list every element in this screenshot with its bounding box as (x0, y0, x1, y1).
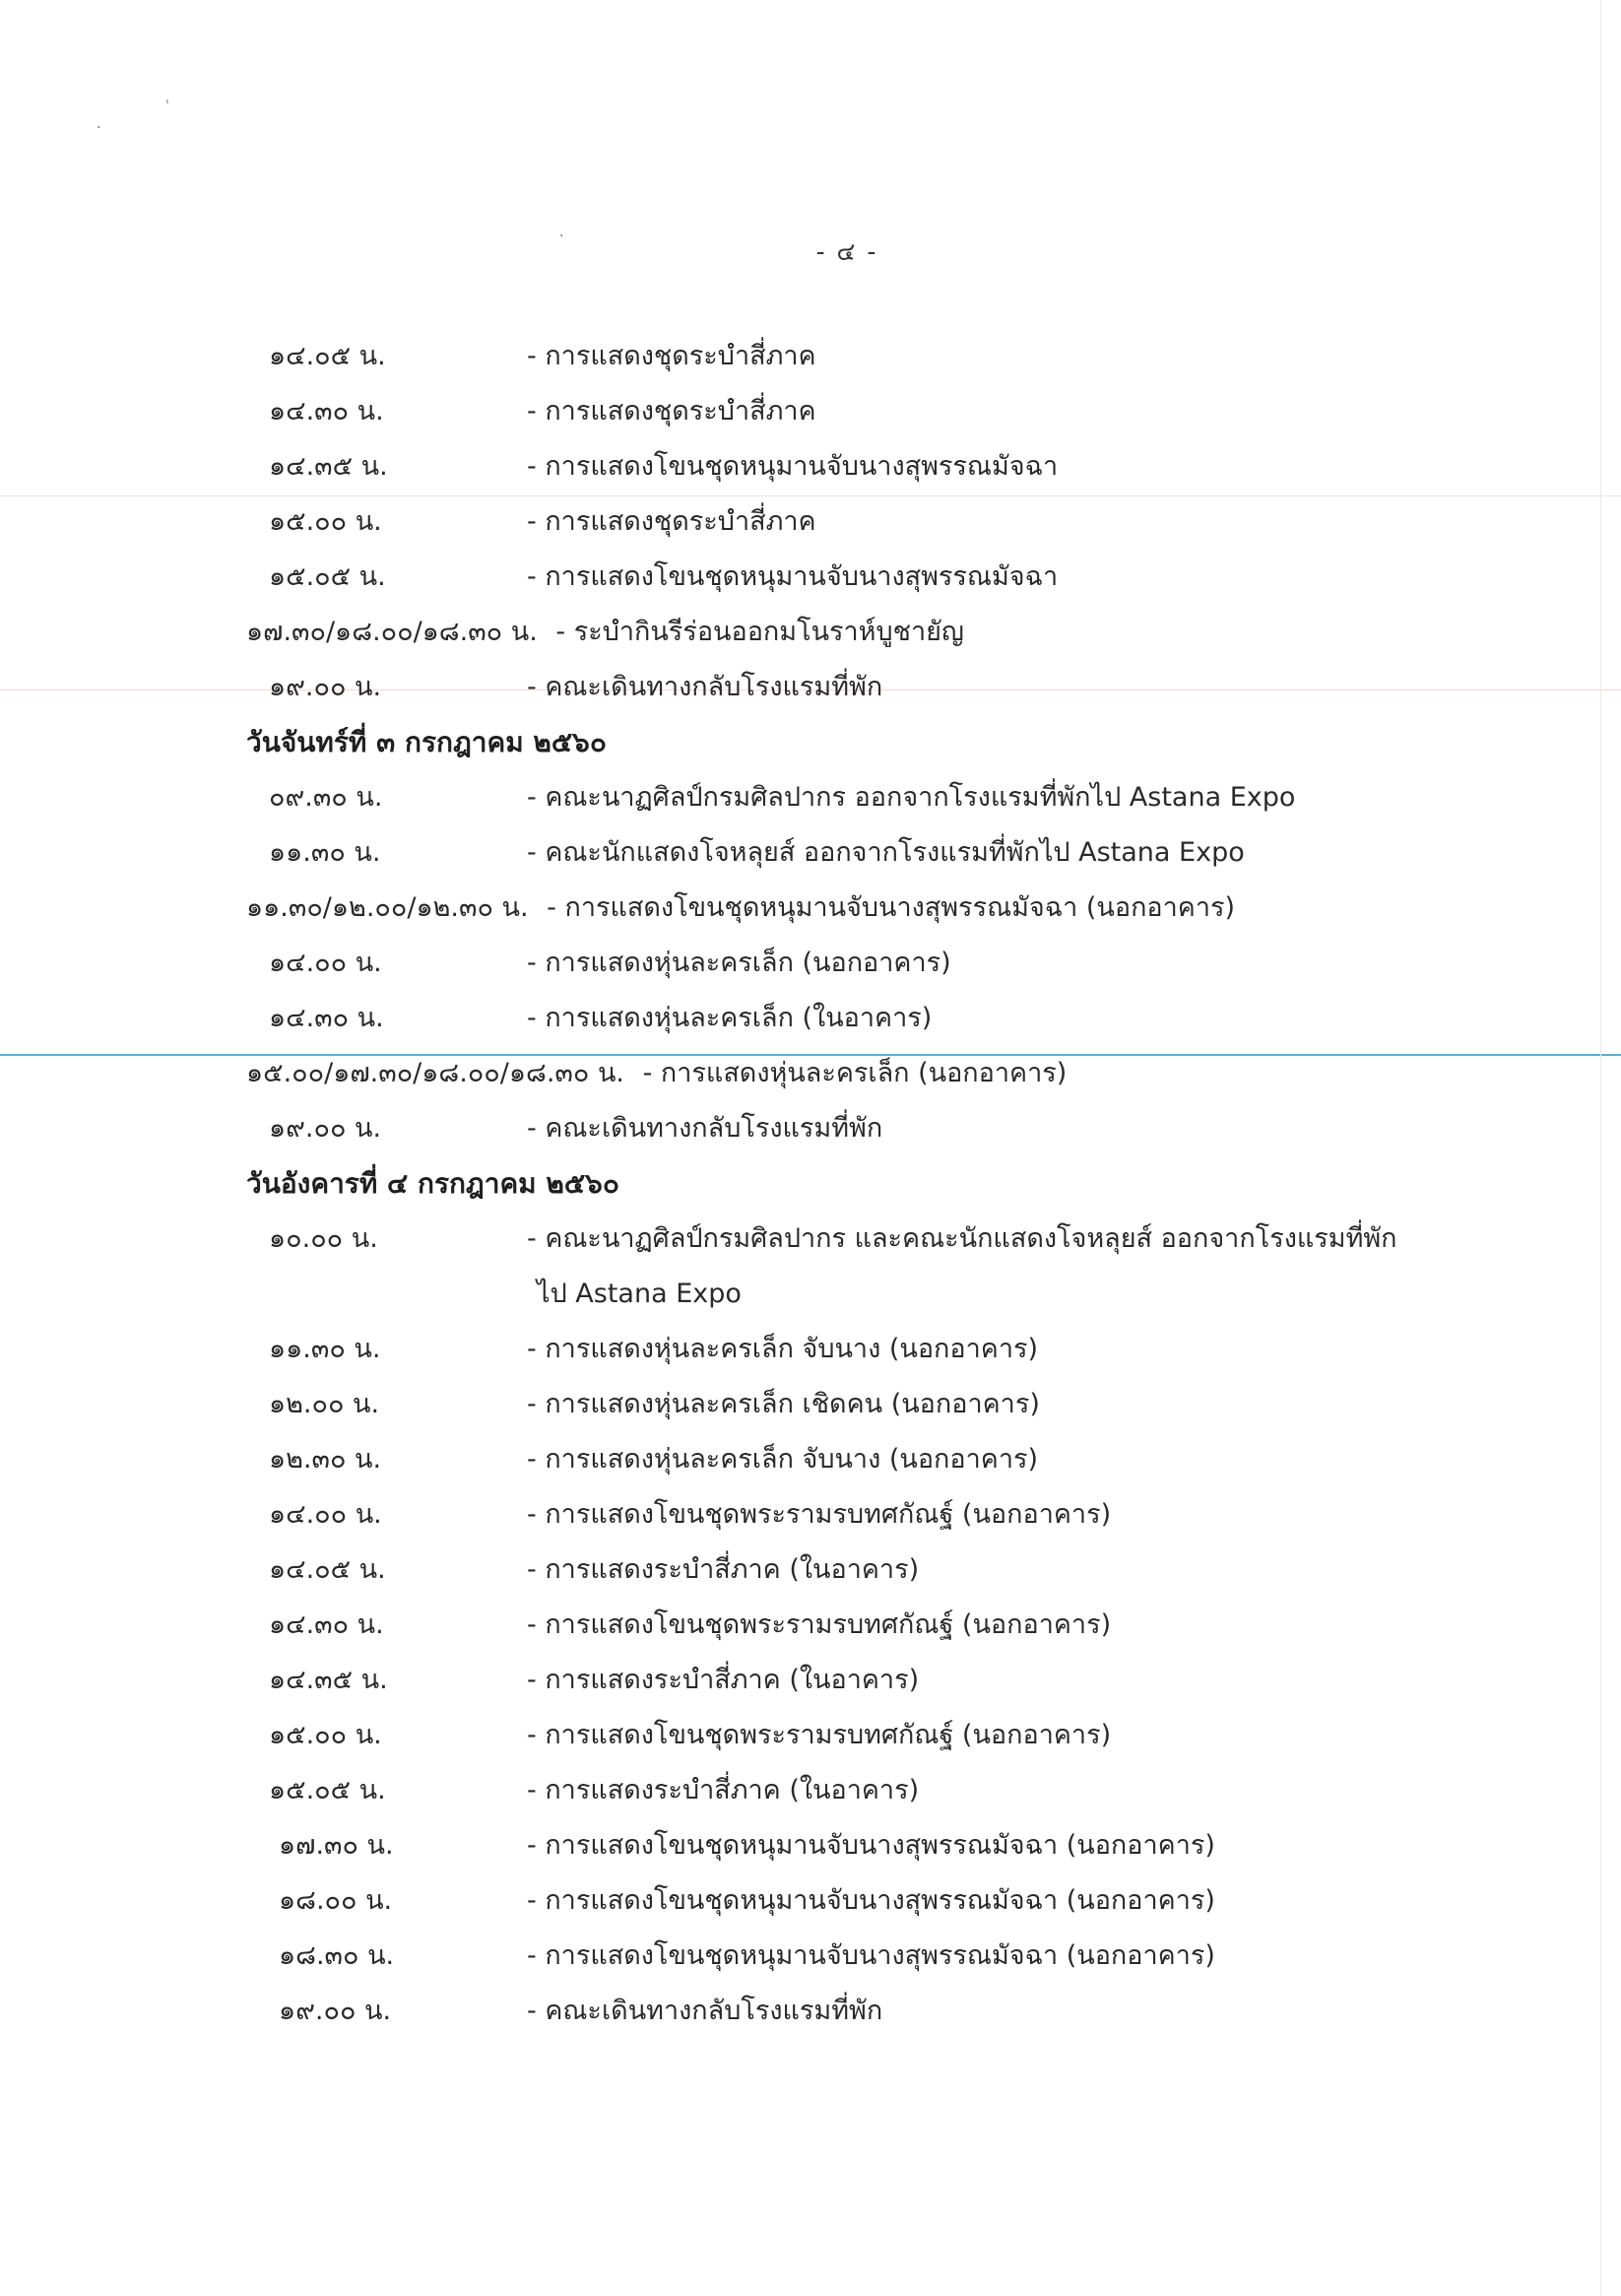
scan-speck: · (559, 229, 564, 244)
schedule-row (246, 439, 1428, 494)
day-heading: วันจันทร์ที่ ๓ กรกฎาคม ๒๕๖๐ (246, 726, 607, 758)
schedule-time: ๑๙.๐๐ น. (279, 1996, 392, 2026)
schedule-description: - การแสดงชุดระบำสี่ภาค (527, 341, 816, 371)
schedule-row (246, 1929, 1428, 1984)
page-edge (1600, 0, 1601, 2296)
day-heading: วันอังคารที่ ๔ กรกฎาคม ๒๕๖๐ (246, 1167, 619, 1200)
schedule-row (246, 605, 1428, 660)
schedule-description: - การแสดงโขนชุดหนุมานจับนางสุพรรณมัจฉา (นอกอาคาร) (527, 1885, 1215, 1916)
schedule-description: - การแสดงชุดระบำสี่ภาค (527, 396, 816, 426)
schedule-time: ๑๔.๐๐ น. (269, 1499, 382, 1530)
schedule-time: ๑๑.๓๐ น. (269, 1334, 381, 1364)
schedule-row (246, 825, 1428, 881)
schedule-description: - การแสดงโขนชุดพระรามรบทศกัณฐ์ (นอกอาคาร) (527, 1609, 1112, 1640)
schedule-description: - คณะนาฏศิลป์กรมศิลปากร ออกจากโรงแรมที่พักไป Astana Expo (527, 782, 1296, 813)
schedule-row (246, 1653, 1428, 1708)
schedule-time: ๑๙.๐๐ น. (269, 672, 382, 702)
page-number: - ๔ - (815, 237, 878, 266)
schedule-time: ๑๕.๐๐ น. (269, 506, 382, 537)
schedule (246, 329, 1428, 2039)
schedule-row (246, 1984, 1428, 2039)
schedule-time: ๑๗.๓๐ น. (279, 1830, 394, 1861)
scan-speck: · (97, 120, 101, 136)
schedule-row (246, 1542, 1428, 1598)
schedule-description: - การแสดงหุ่นละครเล็ก จับนาง (นอกอาคาร) (527, 1444, 1039, 1475)
schedule-time: ๑๕.๐๐ น. (269, 1720, 382, 1750)
schedule-description: - การแสดงหุ่นละครเล็ก (นอกอาคาร) (642, 1058, 1068, 1088)
schedule-row (246, 1598, 1428, 1653)
schedule-description: - การแสดงชุดระบำสี่ภาค (527, 506, 816, 537)
schedule-row (246, 329, 1428, 384)
schedule-time: ๑๑.๓๐/๑๒.๐๐/๑๒.๓๐ น. (246, 892, 529, 923)
schedule-row (246, 770, 1428, 825)
schedule-description: - การแสดงโขนชุดหนุมานจับนางสุพรรณมัจฉา (นอกอาคาร) (547, 892, 1236, 923)
schedule-row (246, 991, 1428, 1046)
schedule-time: ๑๒.๓๐ น. (269, 1444, 382, 1475)
schedule-time: ๑๕.๐๐/๑๗.๓๐/๑๘.๐๐/๑๘.๓๐ น. (246, 1058, 624, 1088)
schedule-description: - การแสดงโขนชุดพระรามรบทศกัณฐ์ (นอกอาคาร) (527, 1720, 1112, 1750)
schedule-description: - การแสดงโขนชุดหนุมานจับนางสุพรรณมัจฉา (527, 561, 1059, 592)
schedule-description: - ระบำกินรีร่อนออกมโนราห์บูชายัญ (555, 617, 964, 647)
schedule-description: - การแสดงโขนชุดหนุมานจับนางสุพรรณมัจฉา (นอกอาคาร) (527, 1940, 1215, 1971)
schedule-description: - คณะนักแสดงโจหลุยส์ ออกจากโรงแรมที่พักไป Astana Expo (527, 837, 1245, 868)
schedule-row (246, 1873, 1428, 1929)
schedule-row (246, 550, 1428, 605)
schedule-time: ๑๗.๓๐/๑๘.๐๐/๑๘.๓๐ น. (246, 617, 538, 647)
schedule-time: ๑๕.๐๕ น. (269, 1775, 386, 1805)
schedule-row (246, 1708, 1428, 1763)
schedule-time: ๑๔.๓๕ น. (269, 1665, 388, 1695)
schedule-row (246, 1046, 1428, 1101)
schedule-description: - การแสดงโขนชุดหนุมานจับนางสุพรรณมัจฉา (นอกอาคาร) (527, 1830, 1215, 1861)
schedule-row (246, 1432, 1428, 1487)
schedule-time: ๑๔.๓๐ น. (269, 1003, 384, 1033)
schedule-time: ๑๘.๐๐ น. (279, 1885, 393, 1916)
schedule-time: ๑๕.๐๕ น. (269, 561, 386, 592)
schedule-description: - คณะเดินทางกลับโรงแรมที่พัก (527, 1996, 883, 2026)
schedule-row (246, 1101, 1428, 1156)
schedule-row (246, 881, 1428, 936)
schedule-time: ๑๔.๐๕ น. (269, 341, 386, 371)
schedule-time: ๑๔.๓๐ น. (269, 396, 384, 426)
schedule-row-continuation (246, 1267, 1428, 1322)
schedule-description: - การแสดงหุ่นละครเล็ก (นอกอาคาร) (527, 948, 951, 978)
schedule-row (246, 660, 1428, 715)
schedule-time: ๑๐.๐๐ น. (269, 1223, 378, 1254)
schedule-time: ๑๑.๓๐ น. (269, 837, 381, 868)
schedule-row (246, 1763, 1428, 1818)
schedule-row (246, 494, 1428, 550)
schedule-description: - การแสดงหุ่นละครเล็ก เชิดคน (นอกอาคาร) (527, 1389, 1040, 1419)
schedule-row (246, 1818, 1428, 1873)
schedule-description: - การแสดงระบำสี่ภาค (ในอาคาร) (527, 1775, 920, 1805)
schedule-description: - คณะเดินทางกลับโรงแรมที่พัก (527, 672, 883, 702)
schedule-row (246, 1377, 1428, 1432)
schedule-description: - การแสดงระบำสี่ภาค (ในอาคาร) (527, 1665, 920, 1695)
scan-speck: ˈ (165, 98, 169, 114)
schedule-description: - การแสดงโขนชุดพระรามรบทศกัณฐ์ (นอกอาคาร) (527, 1499, 1112, 1530)
schedule-time: ๑๔.๓๐ น. (269, 1609, 384, 1640)
schedule-description: - การแสดงหุ่นละครเล็ก จับนาง (นอกอาคาร) (527, 1334, 1039, 1364)
schedule-time: ๐๙.๓๐ น. (269, 782, 383, 813)
schedule-time: ๑๔.๓๕ น. (269, 451, 388, 482)
schedule-description: - คณะนาฏศิลป์กรมศิลปากร และคณะนักแสดงโจหลุยส์ ออกจากโรงแรมที่พัก (527, 1223, 1397, 1254)
schedule-description: - การแสดงระบำสี่ภาค (ในอาคาร) (527, 1554, 920, 1585)
schedule-row (246, 1322, 1428, 1377)
schedule-description: - การแสดงโขนชุดหนุมานจับนางสุพรรณมัจฉา (527, 451, 1059, 482)
schedule-time: ๑๒.๐๐ น. (269, 1389, 380, 1419)
schedule-time: ๑๔.๐๐ น. (269, 948, 382, 978)
schedule-row (246, 936, 1428, 991)
schedule-time: ๑๔.๐๕ น. (269, 1554, 386, 1585)
schedule-time: ๑๙.๐๐ น. (269, 1113, 382, 1144)
schedule-description: - คณะเดินทางกลับโรงแรมที่พัก (527, 1113, 883, 1144)
schedule-description-continuation: ไป Astana Expo (537, 1279, 742, 1309)
schedule-row (246, 1487, 1428, 1542)
schedule-time: ๑๘.๓๐ น. (279, 1940, 395, 1971)
schedule-row (246, 384, 1428, 439)
schedule-row (246, 1212, 1428, 1267)
schedule-description: - การแสดงหุ่นละครเล็ก (ในอาคาร) (527, 1003, 933, 1033)
